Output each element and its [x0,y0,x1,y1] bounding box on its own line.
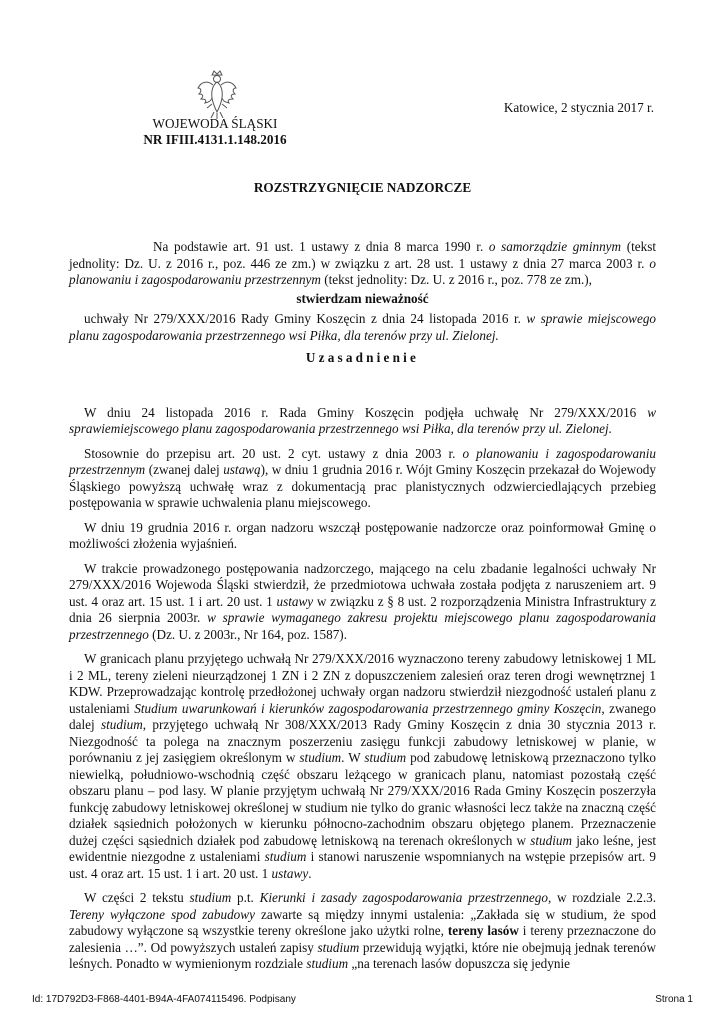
page-number: Strona 1 [655,994,693,1005]
justification-heading: Uzasadnienie [305,350,420,365]
intro-paragraph: Na podstawie art. 91 ust. 1 ustawy z dnia 8 marca 1990 r. o samorządzie gminnym (tekst jednolity: Dz. U. z 2016 r., poz. 446 ze zm.) w związku z art. 28 ust. 1 ustawy z dnia 27 marca 2003 r. o planowaniu i zagospodarowaniu przestrzennym (tekst jednolity: Dz. U. z 2016 r., poz. 778 ze zm.), [69,239,656,287]
document-title: ROZSTRZYGNIĘCIE NADZORCZE [253,180,472,195]
paragraph-2: Stosownie do przepisu art. 20 ust. 2 cyt. ustawy z dnia 2003 r. o planowaniu i zagospodarowaniu przestrzennym (zwanej dalej ustawą), w dniu 1 grudnia 2016 r. Wójt Gminy Koszęcin przekazał do Wojewody Śląskiego powyższą uchwałę wraz z dokumentacją prac planistycznych odzwierciedlających przebieg postępowania w sprawie uchwalenia planu miejscowego. [69,445,656,510]
issuer-block [120,116,310,148]
paragraph-1: W dniu 24 listopada 2016 r. Rada Gminy Koszęcin podjęła uchwałę Nr 279/XXX/2016 w sprawiemiejscowego planu zagospodarowania przestrzennego wsi Piłka, dla terenów przy ul. Zielonej. [69,404,656,436]
issuer-name: WOJEWODA ŚLĄSKI [152,116,278,131]
document-body [69,239,656,981]
page-footer [32,994,693,1005]
document-id: Id: 17D792D3-F868-4401-B94A-4FA074115496. Podpisany [32,994,296,1005]
decision-heading: stwierdzam nieważność [296,290,429,306]
document-number: NR IFIII.4131.1.148.2016 [143,132,287,147]
paragraph-5: W granicach planu przyjętego uchwałą Nr 279/XXX/2016 wyznaczono tereny zabudowy letniskowej 1 ML i 2 ML, tereny zieleni nieurządzonej 1 ZN i 2 ZN z dopuszczeniem zalesień oraz teren drogi wewnętrznej 1 KDW. Przeprowadzając kontrolę przedłożonej uchwały organ nadzoru stwierdził niezgodność ustaleń planu z ustaleniami Studium uwarunkowań i kierunków zagospodarowania przestrzennego gminy Koszęcin, zwanego dalej studium, przyjętego uchwałą Nr 308/XXX/2013 Rady Gminy Koszęcin z dnia 30 stycznia 2013 r. Niezgodność ta polega na znacznym poszerzeniu zasięgu funkcji zabudowy letniskowej w planie, w porównaniu z jej zasięgiem określonym w studium. W studium pod zabudowę letniskową przeznaczono tylko niewielką, południowo-wschodnią część obszaru leżącego w granicach planu, natomiast pozostałą część obszaru planu – pod lasy. W planie przyjętym uchwałą Nr 279/XXX/2016 Rada Gminy Koszęcin poszerzyła funkcję zabudowy letniskowej określonej w studium nie tylko do granic własności lecz także na znaczną część działek sąsiednich położonych w kierunku północno-zachodnim obszaru objętego planem. Przeznaczenie dużej części sąsiednich działek pod zabudowę letniskową na terenach określonych w studium jako leśne, jest ewidentnie niezgodne z ustaleniami studium i stanowi naruszenie wspomnianych na wstępie przepisów art. 9 ust. 4 oraz art. 15 ust. 1 i art. 20 ust. 1 ustawy. [69,651,656,881]
place-date: Katowice, 2 stycznia 2017 r. [503,100,654,115]
polish-eagle-emblem-icon [195,68,239,120]
paragraph-3: W dniu 19 grudnia 2016 r. organ nadzoru wszczął postępowanie nadzorcze oraz poinformował Gminę o możliwości złożenia wyjaśnień. [69,519,656,551]
resolution-paragraph: uchwały Nr 279/XXX/2016 Rady Gminy Koszęcin z dnia 24 listopada 2016 r. w sprawie miejscowego planu zagospodarowania przestrzennego wsi Piłka, dla terenów przy ul. Zielonej. [69,311,657,343]
paragraph-4: W trakcie prowadzonego postępowania nadzorczego, mającego na celu zbadanie legalności uchwały Nr 279/XXX/2016 Wojewoda Śląski stwierdził, że przedmiotowa uchwała została podjęta z naruszeniem art. 9 ust. 4 oraz art. 15 ust. 1 i art. 20 ust. 1 ustawy w związku z § 8 ust. 2 rozporządzenia Ministra Infrastruktury z dnia 26 sierpnia 2003r. w sprawie wymaganego zakresu projektu miejscowego planu zagospodarowania przestrzennego (Dz. U. z 2003r., Nr 164, poz. 1587). [69,560,656,642]
paragraph-6: W części 2 tekstu studium p.t. Kierunki i zasady zagospodarowania przestrzennego, w rozdziale 2.2.3. Tereny wyłączone spod zabudowy zawarte są między innymi ustalenia: „Zakłada się w studium, że spod zabudowy wyłączone są wszystkie tereny określone jako użytki rolne, tereny lasów i tereny przeznaczone do zalesienia …”. Od powyższych ustaleń zapisy studium przewidują wyjątki, które nie obejmują jednak terenów leśnych. Ponadto w wymienionym rozdziale studium „na terenach lasów dopuszcza się jedynie [69,890,657,971]
